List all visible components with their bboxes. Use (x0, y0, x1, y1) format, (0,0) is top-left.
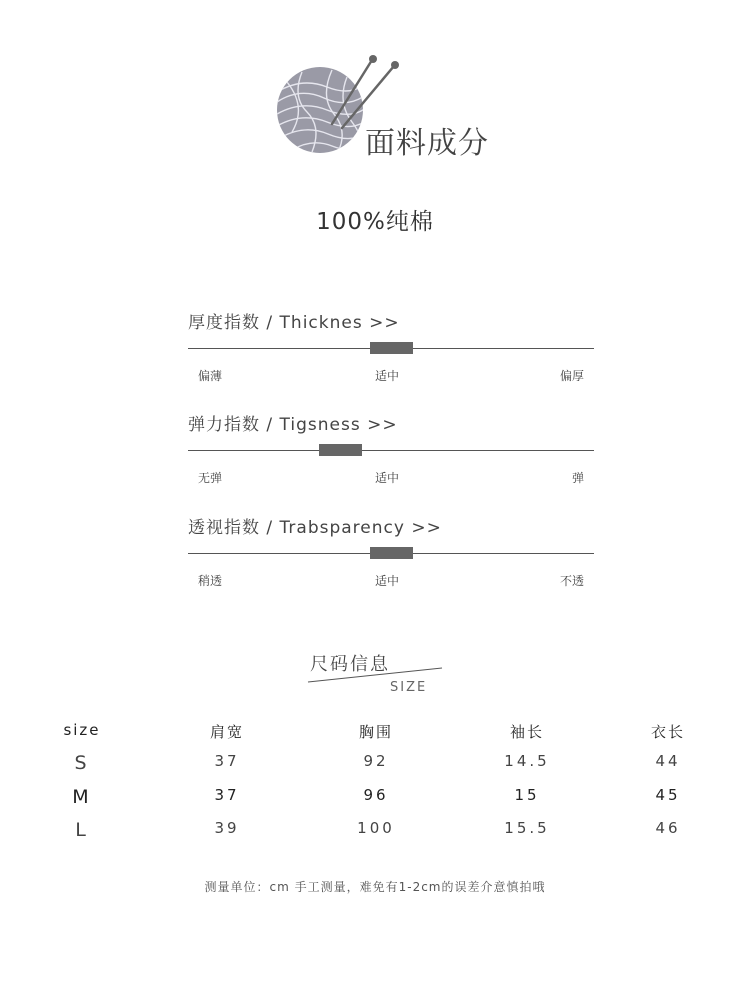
index-label: 透视指数 / Trabsparency >> (188, 518, 442, 538)
table-cell: 100 (357, 819, 395, 837)
table-cell: 37 (214, 786, 240, 804)
section-title: 面料成分 (365, 126, 489, 161)
index-left-text: 稍透 (198, 574, 223, 588)
index-right-text: 偏厚 (559, 369, 584, 383)
index-label: 厚度指数 / Thicknes >> (188, 313, 400, 333)
size-heading: 尺码信息 (310, 654, 390, 675)
table-cell: 14.5 (504, 752, 550, 770)
table-cell: 37 (214, 752, 240, 770)
table-cell: M (72, 786, 92, 808)
measurement-note: 测量单位：cm 手工测量，难免有1-2cm的误差介意慎拍哦 (204, 880, 546, 894)
table-cell: 92 (363, 752, 389, 770)
index-middle-text: 适中 (375, 369, 400, 383)
table-cell: L (75, 819, 89, 841)
size-heading-subtitle: SIZE (390, 680, 428, 695)
table-cell: 45 (655, 786, 681, 804)
index-label: 弹力指数 / Tigsness >> (188, 415, 398, 435)
table-cell: 15 (514, 786, 540, 804)
thickness-index (188, 308, 594, 398)
table-cell: 15.5 (504, 819, 550, 837)
elasticity-index (188, 410, 594, 500)
table-header-cell: 胸围 (358, 723, 393, 741)
material-composition: 100%纯棉 (316, 209, 434, 235)
table-cell: 39 (214, 819, 240, 837)
index-marker (370, 547, 413, 559)
index-middle-text: 适中 (375, 471, 400, 485)
table-header-cell: 衣长 (650, 723, 685, 741)
size-heading-divider (300, 660, 450, 690)
table-cell: S (74, 752, 90, 774)
table-header-cell: 袖长 (509, 723, 544, 741)
transparency-index (188, 513, 594, 603)
index-marker (370, 342, 413, 354)
index-marker (319, 444, 362, 456)
table-cell: 96 (363, 786, 389, 804)
table-header-cell: size (63, 721, 101, 739)
table-header-cell: 肩宽 (209, 723, 244, 741)
table-cell: 46 (655, 819, 681, 837)
table-cell: 44 (655, 752, 681, 770)
index-middle-text: 适中 (375, 574, 400, 588)
index-scale-line (188, 450, 594, 451)
index-right-text: 不透 (559, 574, 584, 588)
index-left-text: 偏薄 (198, 369, 223, 383)
index-left-text: 无弹 (198, 471, 223, 485)
index-right-text: 弹 (571, 471, 584, 485)
